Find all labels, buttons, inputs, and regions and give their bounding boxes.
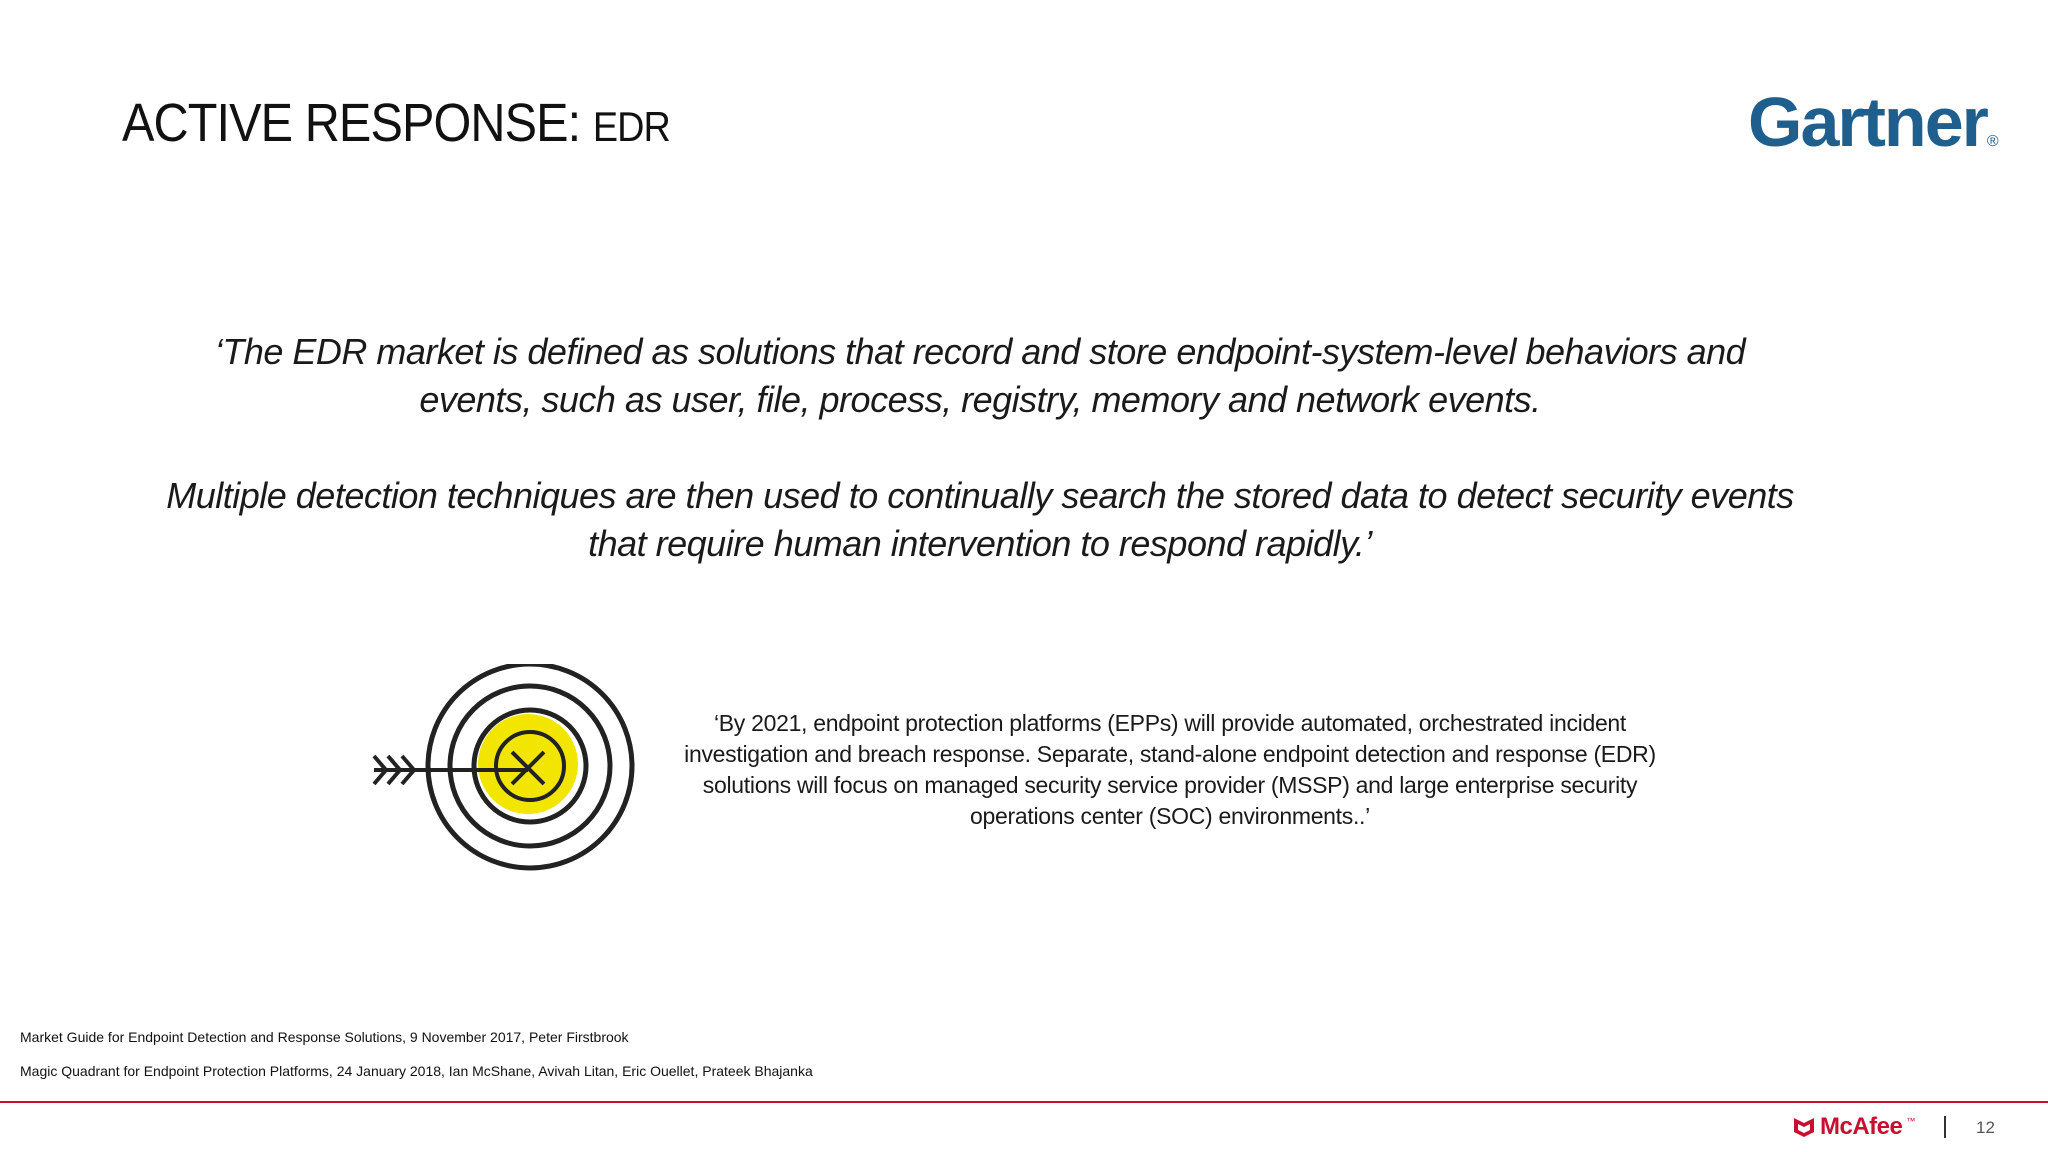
mcafee-wordmark: McAfee <box>1820 1113 1903 1140</box>
mcafee-shield-icon <box>1792 1115 1816 1139</box>
footer-divider <box>1944 1116 1946 1138</box>
edr-definition-quote: ‘The EDR market is defined as solutions that record and store endpoint-system-level behaviors and events, such as user, file, process, registry, memory and network events. <box>214 331 1746 420</box>
gartner-registered-mark: ® <box>1986 133 1999 150</box>
source-citations <box>20 1020 813 1088</box>
gartner-logo-text: Gartner <box>1748 83 1987 161</box>
source-citation: Market Guide for Endpoint Detection and Response Solutions, 9 November 2017, Peter Firstbrook <box>20 1029 629 1045</box>
mcafee-logo <box>1792 1113 1915 1141</box>
slide-title-main: ACTIVE RESPONSE: <box>122 93 593 153</box>
target-arrow-icon <box>364 664 640 884</box>
footer-rule <box>0 1101 2048 1103</box>
slide-title <box>122 92 670 154</box>
source-citation: Magic Quadrant for Endpoint Protection Platforms, 24 January 2018, Ian McShane, Avivah Litan, Eric Ouellet, Prateek Bhajanka <box>20 1063 813 1079</box>
edr-detection-quote: Multiple detection techniques are then used to continually search the stored data to detect security events that require human intervention to respond rapidly.’ <box>166 475 1794 564</box>
mcafee-trademark: ™ <box>1906 1116 1916 1126</box>
slide-title-sub: EDR <box>592 103 670 150</box>
page-number: 12 <box>1976 1118 1995 1137</box>
gartner-logo <box>1748 82 1999 162</box>
epp-prediction-quote: ‘By 2021, endpoint protection platforms (EPPs) will provide automated, orchestrated incident investigation and breach response. Separate, stand-alone endpoint detection and response (EDR) solutions will focus on managed security service provider (MSSP) and large enterprise security operations center (SOC) environments..’ <box>684 710 1656 829</box>
